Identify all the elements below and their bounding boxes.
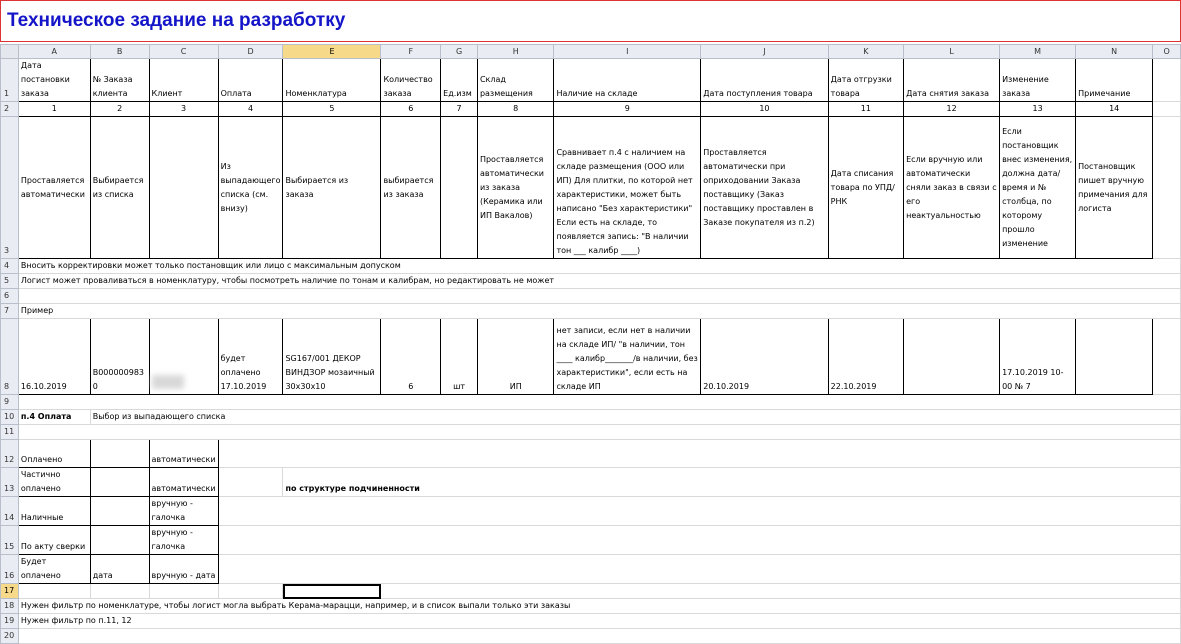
cell[interactable] (1076, 319, 1153, 395)
sheet-table[interactable] (0, 44, 1181, 644)
cell[interactable] (441, 117, 478, 259)
row-6 (1, 289, 1181, 304)
cell[interactable]: ИП (477, 319, 554, 395)
row-17 (1, 584, 1181, 599)
row-8 (1, 319, 1181, 395)
cell[interactable]: Если вручную или автоматически сняли заказ в связи с его неактуальностью (904, 117, 1000, 259)
col-header-m[interactable]: M (1000, 45, 1076, 59)
row-header-selected[interactable]: 17 (1, 584, 19, 599)
cell[interactable] (18, 584, 90, 599)
cell[interactable]: Клиент (149, 59, 218, 102)
col-header-o[interactable]: O (1153, 45, 1181, 59)
cell[interactable]: Выбирается из списка (90, 117, 149, 259)
cell[interactable]: Вносить корректировки может только постановщик или лицо с максимальным допуском (18, 259, 1180, 274)
cell[interactable]: Нужен фильтр по п.11, 12 (18, 614, 1180, 629)
cell[interactable] (149, 584, 218, 599)
cell[interactable] (149, 117, 218, 259)
row-header[interactable]: 1 (1, 59, 19, 102)
cell-blurred-client[interactable] (149, 319, 218, 395)
row-15 (1, 526, 1181, 555)
cell[interactable]: Дата отгрузки товара (828, 59, 903, 102)
cell[interactable]: 13 (1000, 102, 1076, 117)
row-4 (1, 259, 1181, 274)
row-2 (1, 102, 1181, 117)
cell[interactable]: Частично оплачено (18, 468, 90, 497)
cell[interactable]: Дата поступления товара (701, 59, 828, 102)
row-header[interactable]: 9 (1, 395, 19, 410)
cell[interactable]: выбирается из заказа (381, 117, 441, 259)
cell[interactable]: по структуре подчиненности (283, 468, 1181, 497)
cell[interactable]: № Заказа клиента (90, 59, 149, 102)
cell[interactable]: Будет оплачено (18, 555, 90, 584)
cell[interactable] (218, 497, 1180, 526)
cell[interactable]: Логист может проваливаться в номенклатуру, чтобы посмотреть наличие по тонам и калибрам, но редактировать не может (18, 274, 1180, 289)
col-header-c[interactable]: C (149, 45, 218, 59)
cell[interactable]: 3 (149, 102, 218, 117)
cell[interactable]: нет записи, если нет в наличии на складе ИП/ "в наличии, тон ____ калибр_______/в наличии, без характеристики", если есть на складе ИП (554, 319, 701, 395)
select-all-corner[interactable] (1, 45, 19, 59)
cell[interactable]: Проставляется автоматически при оприходовании Заказа поставщику (Заказ поставщику проставлен в Заказе покупателя из п.2) (701, 117, 828, 259)
cell[interactable] (18, 395, 1180, 410)
row-9 (1, 395, 1181, 410)
cell[interactable]: Оплачено (18, 440, 90, 468)
row-11 (1, 425, 1181, 440)
col-header-f[interactable]: F (381, 45, 441, 59)
cell[interactable]: будет оплачено 17.10.2019 (218, 319, 283, 395)
col-header-b[interactable]: B (90, 45, 149, 59)
cell[interactable]: 2 (90, 102, 149, 117)
cell[interactable]: Сравнивает п.4 с наличием на складе размещения (ООО или ИП) Для плитки, по которой нет характеристики, может быть написано "Без характеристики" Если есть на складе, то появляется запись: "В наличии тон ___ калибр ____) (554, 117, 701, 259)
row-header[interactable]: 19 (1, 614, 19, 629)
cell[interactable] (1153, 102, 1181, 117)
cell[interactable] (218, 584, 283, 599)
cell[interactable] (90, 526, 149, 555)
row-10 (1, 410, 1181, 425)
cell[interactable] (18, 289, 1180, 304)
cell[interactable]: По акту сверки (18, 526, 90, 555)
cell[interactable]: SG167/001 ДЕКОР ВИНДЗОР мозаичный 30х30х10 (283, 319, 381, 395)
cell[interactable]: автоматически (149, 468, 218, 497)
cell[interactable]: 12 (904, 102, 1000, 117)
row-header[interactable]: 18 (1, 599, 19, 614)
cell[interactable]: Выбор из выпадающего списка (90, 410, 1180, 425)
row-20 (1, 629, 1181, 644)
col-header-h[interactable]: H (477, 45, 554, 59)
row-header[interactable]: 11 (1, 425, 19, 440)
cell[interactable]: Примечание (1076, 59, 1153, 102)
cell[interactable]: 6 (381, 102, 441, 117)
cell[interactable]: В000000983 0 (90, 319, 149, 395)
cell[interactable]: Наличные (18, 497, 90, 526)
cell[interactable]: Наличие на складе (554, 59, 701, 102)
column-header-row (1, 45, 1181, 59)
row-header[interactable]: 7 (1, 304, 19, 319)
cell[interactable]: 11 (828, 102, 903, 117)
cell[interactable] (218, 440, 1180, 468)
cell[interactable] (218, 555, 1180, 584)
cell[interactable]: п.4 Оплата (18, 410, 90, 425)
cell[interactable]: Выбирается из заказа (283, 117, 381, 259)
row-19 (1, 614, 1181, 629)
row-header[interactable]: 14 (1, 497, 19, 526)
spreadsheet-grid[interactable] (0, 44, 1181, 640)
col-header-d[interactable]: D (218, 45, 283, 59)
row-header[interactable]: 5 (1, 274, 19, 289)
col-header-a[interactable]: A (18, 45, 90, 59)
cell[interactable]: Дата списания товара по УПД/РНК (828, 117, 903, 259)
cell[interactable] (1153, 59, 1181, 102)
row-14 (1, 497, 1181, 526)
col-header-g[interactable]: G (441, 45, 478, 59)
cell[interactable]: Из выпадающего списка (см. внизу) (218, 117, 283, 259)
row-5 (1, 274, 1181, 289)
cell[interactable]: 22.10.2019 (828, 319, 903, 395)
row-header[interactable]: 10 (1, 410, 19, 425)
row-7 (1, 304, 1181, 319)
cell[interactable]: вручную - дата (149, 555, 218, 584)
cell[interactable]: автоматически (149, 440, 218, 468)
cell[interactable]: 10 (701, 102, 828, 117)
cell[interactable]: вручную - галочка (149, 497, 218, 526)
row-header[interactable]: 13 (1, 468, 19, 497)
cell[interactable]: 6 (381, 319, 441, 395)
cell[interactable] (90, 497, 149, 526)
cell[interactable] (904, 319, 1000, 395)
col-header-i[interactable]: I (554, 45, 701, 59)
cell[interactable]: Дата постановки заказа (18, 59, 90, 102)
cell[interactable] (1153, 117, 1181, 259)
cell[interactable]: 16.10.2019 (18, 319, 90, 395)
row-header[interactable]: 16 (1, 555, 19, 584)
col-header-j[interactable]: J (701, 45, 828, 59)
row-header[interactable]: 8 (1, 319, 19, 395)
blurred-content (152, 375, 184, 389)
cell[interactable]: 7 (441, 102, 478, 117)
cell[interactable]: Постановщик пишет вручную примечания для логиста (1076, 117, 1153, 259)
row-header[interactable]: 6 (1, 289, 19, 304)
cell[interactable] (218, 468, 283, 497)
cell[interactable]: Нужен фильтр по номенклатуре, чтобы логист могла выбрать Керама-марацци, например, и в список выпали только эти заказы (18, 599, 1180, 614)
row-header[interactable]: 20 (1, 629, 19, 644)
cell[interactable] (218, 526, 1180, 555)
cell[interactable]: Дата снятия заказа (904, 59, 1000, 102)
row-13 (1, 468, 1181, 497)
row-18 (1, 599, 1181, 614)
active-cell-e17[interactable] (283, 584, 381, 599)
cell[interactable]: шт (441, 319, 478, 395)
cell[interactable]: Ед.изм (441, 59, 478, 102)
row-header[interactable]: 2 (1, 102, 19, 117)
cell[interactable] (1153, 319, 1181, 395)
row-header[interactable]: 15 (1, 526, 19, 555)
cell[interactable]: 9 (554, 102, 701, 117)
cell[interactable] (18, 629, 1180, 644)
cell[interactable]: 17.10.2019 10-00 № 7 (1000, 319, 1076, 395)
cell[interactable]: Склад размещения (477, 59, 554, 102)
cell[interactable] (381, 584, 1181, 599)
cell[interactable] (90, 468, 149, 497)
cell[interactable]: Проставляется автоматически из заказа (Керамика или ИП Вакалов) (477, 117, 554, 259)
cell[interactable]: 20.10.2019 (701, 319, 828, 395)
cell[interactable]: 5 (283, 102, 381, 117)
cell[interactable]: 8 (477, 102, 554, 117)
cell[interactable]: Количество заказа (381, 59, 441, 102)
cell[interactable] (90, 440, 149, 468)
cell[interactable]: 14 (1076, 102, 1153, 117)
row-header[interactable]: 12 (1, 440, 19, 468)
cell[interactable]: Если постановщик внес изменения, должна дата/время и № столбца, по которому прошло изменение (1000, 117, 1076, 259)
cell[interactable]: Пример (18, 304, 1180, 319)
cell[interactable] (90, 584, 149, 599)
col-header-n[interactable]: N (1076, 45, 1153, 59)
cell[interactable]: Оплата (218, 59, 283, 102)
row-16 (1, 555, 1181, 584)
cell[interactable]: 4 (218, 102, 283, 117)
col-header-l[interactable]: L (904, 45, 1000, 59)
cell[interactable]: вручную - галочка (149, 526, 218, 555)
row-header[interactable]: 4 (1, 259, 19, 274)
col-header-k[interactable]: K (828, 45, 903, 59)
cell[interactable]: дата (90, 555, 149, 584)
document-title: Техническое задание на разработку (7, 10, 346, 31)
row-1 (1, 59, 1181, 102)
cell[interactable]: Изменение заказа (1000, 59, 1076, 102)
cell[interactable]: Проставляется автоматически (18, 117, 90, 259)
row-12 (1, 440, 1181, 468)
row-header[interactable]: 3 (1, 117, 19, 259)
row-3 (1, 117, 1181, 259)
cell[interactable]: Номенклатура (283, 59, 381, 102)
cell[interactable] (18, 425, 1180, 440)
cell[interactable]: 1 (18, 102, 90, 117)
col-header-e[interactable]: E (283, 45, 381, 59)
document-title-bar (0, 0, 1181, 42)
